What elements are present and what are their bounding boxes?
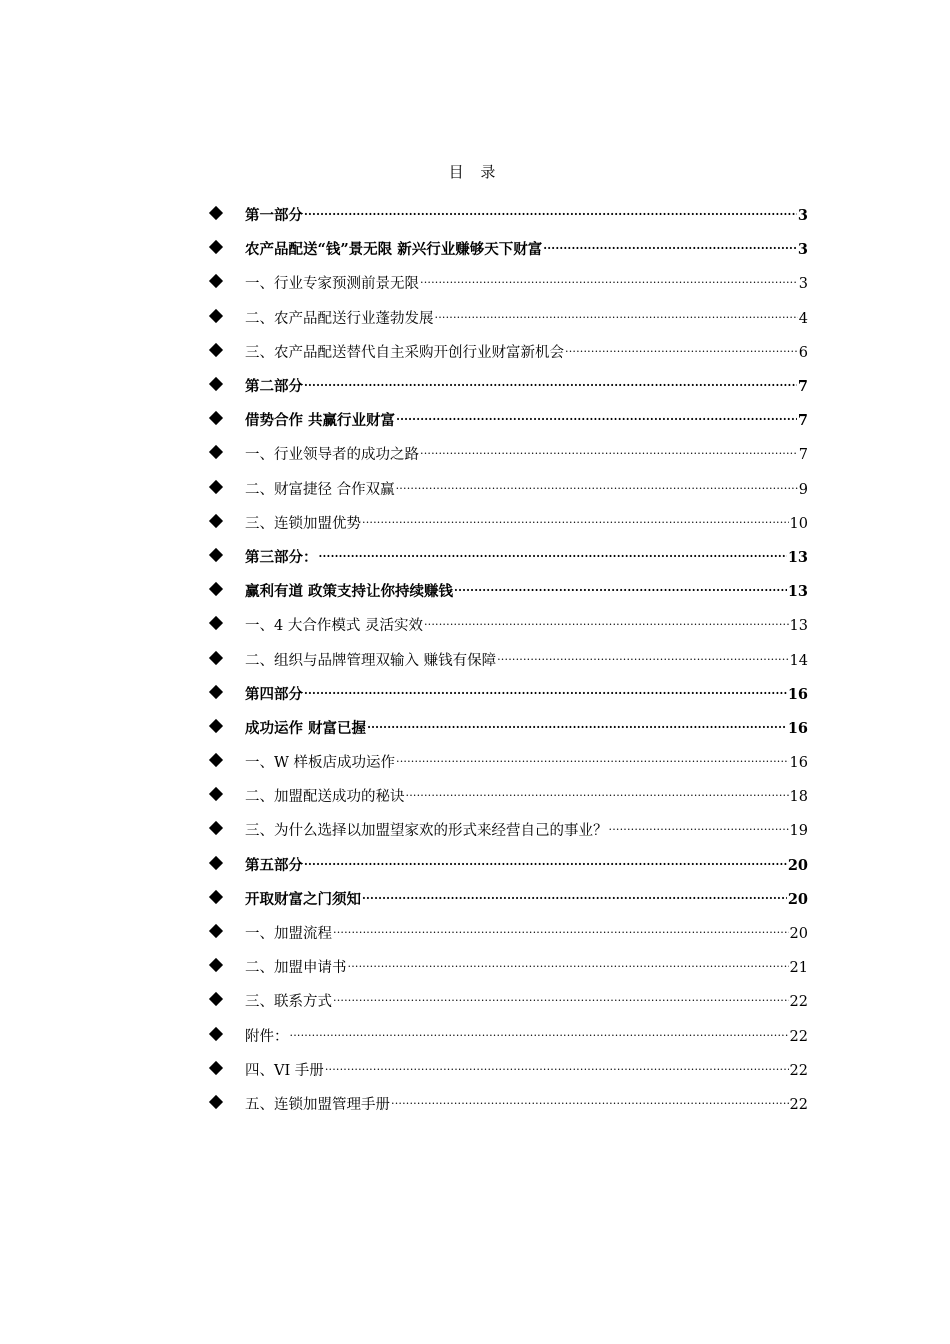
toc-entry[interactable] (208, 572, 808, 606)
diamond-bullet-icon (208, 957, 224, 973)
toc-entry-text: 一、W 样板店成功运作 (245, 755, 396, 772)
diamond-bullet-icon (208, 684, 224, 700)
toc-entry-content (245, 679, 808, 705)
dot-leader (348, 952, 789, 972)
diamond-bullet-icon (208, 1060, 224, 1076)
toc-entry-text: 三、为什么选择以加盟望家欢的形式来经营自己的事业？ (245, 823, 608, 840)
diamond-bullet-icon (208, 547, 224, 563)
toc-entry[interactable] (208, 709, 808, 743)
dot-leader (497, 645, 788, 665)
toc-entry-text: 五、连锁加盟管理手册 (245, 1096, 390, 1113)
toc-entry-content (245, 439, 808, 465)
toc-entry-content (245, 1055, 808, 1081)
toc-entry-text: 农产品配送“钱”景无限 新兴行业赚够天下财富 (245, 241, 543, 259)
toc-page-number: 6 (798, 344, 808, 361)
dot-leader (435, 303, 798, 323)
toc-page-number: 7 (798, 447, 808, 464)
toc-entry[interactable] (208, 811, 808, 845)
toc-entry-content (245, 268, 808, 294)
dot-leader (325, 1055, 789, 1075)
toc-page-number: 13 (787, 583, 808, 601)
toc-entry-text: 二、财富捷径 合作双赢 (245, 481, 395, 498)
diamond-bullet-icon (208, 752, 224, 768)
toc-entry-text: 三、农产品配送替代自主采购开创行业财富新机会 (245, 344, 564, 361)
diamond-bullet-icon (208, 889, 224, 905)
toc-entry-content (245, 303, 808, 329)
toc-page-number: 4 (798, 310, 808, 327)
toc-page-number: 16 (787, 719, 808, 737)
dot-leader (362, 884, 787, 904)
toc-entry[interactable] (208, 230, 808, 264)
toc-entry-text: 一、行业领导者的成功之路 (245, 447, 419, 464)
diamond-bullet-icon (208, 1094, 224, 1110)
toc-page-number: 19 (789, 823, 808, 840)
toc-entry-content (245, 747, 808, 773)
diamond-bullet-icon (208, 581, 224, 597)
toc-entry-content (245, 952, 808, 978)
diamond-bullet-icon (208, 615, 224, 631)
toc-entry-text: 一、4 大合作模式 灵活实效 (245, 618, 423, 635)
toc-entry-content (245, 645, 808, 671)
toc-entry-content (245, 986, 808, 1012)
dot-leader (304, 679, 787, 699)
toc-entry-content (245, 234, 808, 260)
toc-entry-content (245, 815, 808, 841)
toc-entry-content (245, 508, 808, 534)
dot-leader (396, 405, 797, 425)
dot-leader (420, 268, 798, 288)
diamond-bullet-icon (208, 239, 224, 255)
toc-entry-text: 三、联系方式 (245, 994, 332, 1011)
toc-page-number: 18 (789, 789, 808, 806)
diamond-bullet-icon (208, 991, 224, 1007)
toc-entry[interactable] (208, 1051, 808, 1085)
toc-entry[interactable] (208, 435, 808, 469)
diamond-bullet-icon (208, 410, 224, 426)
toc-page-number: 22 (789, 1028, 808, 1045)
toc-entry-content (245, 1021, 808, 1047)
toc-entry-text: 第三部分： (245, 548, 318, 566)
dot-leader (396, 474, 798, 494)
toc-page-number: 10 (789, 515, 808, 532)
toc-page-number: 20 (787, 890, 808, 908)
toc-page-number: 22 (789, 994, 808, 1011)
toc-entry-text: 第二部分 (245, 378, 303, 396)
toc-entry-content (245, 371, 808, 397)
toc-list (208, 196, 808, 1119)
toc-entry-content (245, 850, 808, 876)
diamond-bullet-icon (208, 513, 224, 529)
toc-entry-content (245, 200, 808, 226)
diamond-bullet-icon (208, 444, 224, 460)
toc-entry[interactable] (208, 1017, 808, 1051)
toc-entry[interactable] (208, 777, 808, 811)
toc-entry[interactable] (208, 401, 808, 435)
toc-entry[interactable] (208, 880, 808, 914)
toc-entry[interactable] (208, 264, 808, 298)
dot-leader (424, 610, 789, 630)
diamond-bullet-icon (208, 923, 224, 939)
toc-entry-text: 开取财富之门须知 (245, 890, 361, 908)
toc-entry-text: 赢利有道 政策支持让你持续赚钱 (245, 583, 454, 601)
toc-page-number: 16 (789, 755, 808, 772)
diamond-bullet-icon (208, 650, 224, 666)
toc-page-number: 20 (787, 856, 808, 874)
dot-leader (290, 1021, 789, 1041)
toc-entry-content (245, 713, 808, 739)
toc-page-number: 21 (789, 960, 808, 977)
dot-leader (362, 508, 789, 528)
dot-leader (609, 815, 789, 835)
toc-entry[interactable] (208, 367, 808, 401)
dot-leader (565, 337, 798, 357)
dot-leader (304, 200, 797, 220)
toc-entry-content (245, 405, 808, 431)
toc-title: 目 录 (448, 163, 502, 181)
toc-entry[interactable] (208, 675, 808, 709)
diamond-bullet-icon (208, 786, 224, 802)
dot-leader (367, 713, 787, 733)
toc-entry-content (245, 576, 808, 602)
toc-page-number: 14 (789, 652, 808, 669)
toc-entry-text: 四、VI 手册 (245, 1062, 324, 1079)
toc-entry-content (245, 884, 808, 910)
toc-entry-text: 借势合作 共赢行业财富 (245, 412, 396, 430)
toc-entry[interactable] (208, 914, 808, 948)
toc-page-number: 3 (797, 241, 808, 259)
toc-entry[interactable] (208, 982, 808, 1016)
diamond-bullet-icon (208, 718, 224, 734)
toc-entry[interactable] (208, 606, 808, 640)
toc-entry[interactable] (208, 299, 808, 333)
toc-page-number: 3 (797, 207, 808, 225)
toc-entry-text: 成功运作 财富已握 (245, 719, 367, 737)
diamond-bullet-icon (208, 820, 224, 836)
toc-page-number: 16 (787, 685, 808, 703)
diamond-bullet-icon (208, 1026, 224, 1042)
toc-entry-content (245, 610, 808, 636)
toc-entry-text: 一、行业专家预测前景无限 (245, 276, 419, 293)
dot-leader (396, 747, 789, 767)
dot-leader (543, 234, 797, 254)
toc-entry-content (245, 918, 808, 944)
dot-leader (333, 986, 789, 1006)
dot-leader (304, 850, 787, 870)
toc-entry[interactable] (208, 538, 808, 572)
toc-entry-content (245, 781, 808, 807)
dot-leader (319, 542, 787, 562)
dot-leader (454, 576, 787, 596)
toc-entry[interactable] (208, 640, 808, 674)
toc-entry-text: 一、加盟流程 (245, 926, 332, 943)
diamond-bullet-icon (208, 273, 224, 289)
diamond-bullet-icon (208, 308, 224, 324)
diamond-bullet-icon (208, 342, 224, 358)
toc-entry-text: 第五部分 (245, 856, 303, 874)
toc-entry-text: 二、加盟配送成功的秘诀 (245, 789, 405, 806)
dot-leader (406, 781, 789, 801)
toc-entry-text: 二、组织与品牌管理双输入 赚钱有保障 (245, 652, 497, 669)
toc-entry-text: 附件： (245, 1028, 289, 1045)
toc-page-number: 13 (789, 618, 808, 635)
toc-entry-content (245, 337, 808, 363)
toc-entry[interactable] (208, 470, 808, 504)
toc-entry-content (245, 474, 808, 500)
toc-entry[interactable] (208, 333, 808, 367)
toc-entry[interactable] (208, 948, 808, 982)
dot-leader (304, 371, 797, 391)
toc-entry[interactable] (208, 846, 808, 880)
toc-entry[interactable] (208, 1085, 808, 1119)
dot-leader (420, 439, 798, 459)
toc-entry-content (245, 1089, 808, 1115)
toc-page-number: 7 (797, 378, 808, 396)
toc-entry-text: 第一部分 (245, 207, 303, 225)
toc-page-number: 22 (789, 1062, 808, 1079)
toc-page-number: 13 (787, 548, 808, 566)
toc-entry-text: 第四部分 (245, 685, 303, 703)
toc-entry[interactable] (208, 196, 808, 230)
toc-page-number: 9 (798, 481, 808, 498)
dot-leader (333, 918, 789, 938)
diamond-bullet-icon (208, 855, 224, 871)
toc-page-number: 3 (798, 276, 808, 293)
toc-entry-text: 二、农产品配送行业蓬勃发展 (245, 310, 434, 327)
toc-entry-text: 三、连锁加盟优势 (245, 515, 361, 532)
dot-leader (391, 1089, 789, 1109)
diamond-bullet-icon (208, 479, 224, 495)
toc-entry[interactable] (208, 504, 808, 538)
toc-page-number: 22 (789, 1096, 808, 1113)
toc-entry-content (245, 542, 808, 568)
toc-page-number: 20 (789, 926, 808, 943)
toc-entry[interactable] (208, 743, 808, 777)
toc-entry-text: 二、加盟申请书 (245, 960, 347, 977)
diamond-bullet-icon (208, 205, 224, 221)
diamond-bullet-icon (208, 376, 224, 392)
toc-page-number: 7 (797, 412, 808, 430)
